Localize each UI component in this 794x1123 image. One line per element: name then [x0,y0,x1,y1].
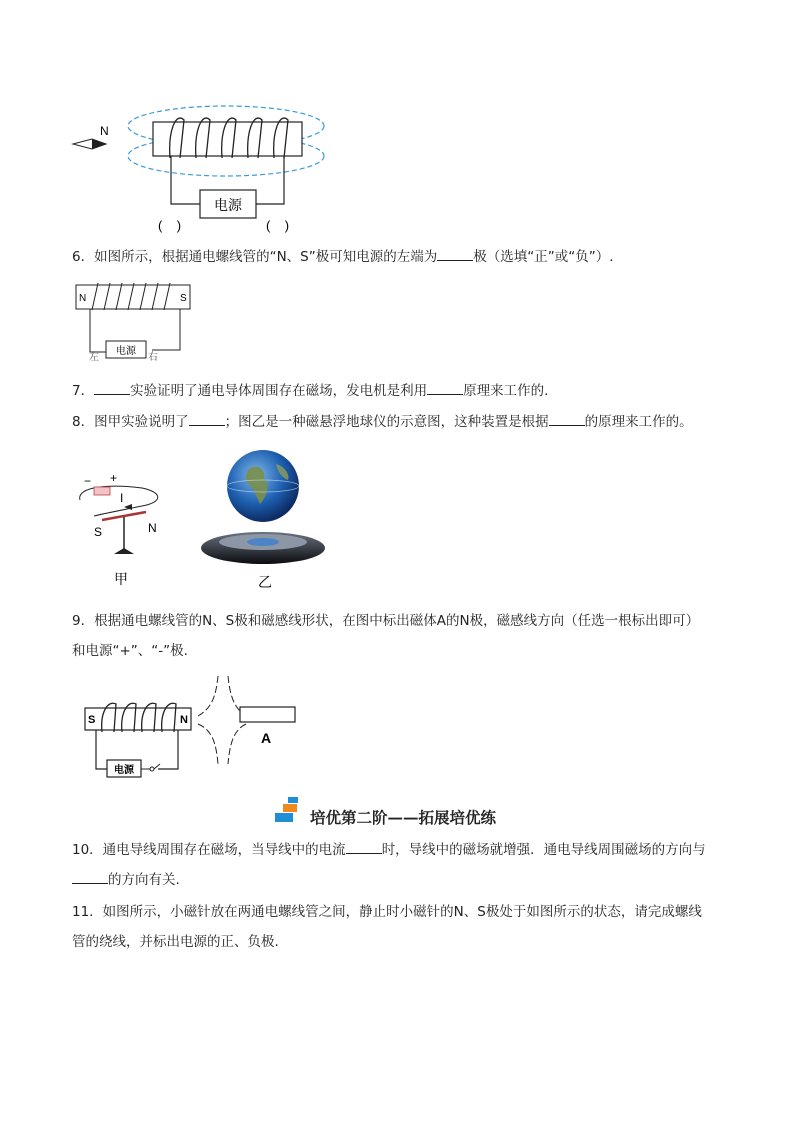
figure-q8-jia [72,470,172,592]
field-lines [198,676,246,764]
question-11-line2: 管的绕线，并标出电源的正、负极. [72,934,279,950]
figure-q8-yi [198,448,328,594]
question-10-line2: 的方向有关. [72,870,180,890]
right-paren: ( ) [266,218,290,233]
solenoid-body [153,122,302,156]
s-label: S [88,714,96,726]
wire-left [90,309,106,352]
question-7: 7． 实验证明了通电导体周围存在磁场，发电机是利用 原理来工作的. [72,383,549,399]
minus-label: − [84,474,92,488]
figure-jia-label: 甲 [114,571,128,587]
answer-blank[interactable] [72,870,108,884]
n-label: N [148,521,157,535]
question-6: 6．如图所示，根据通电螺线管的“N、S”极可知电源的左端为 极（选填“正”或“负”）. [72,249,614,265]
battery-icon [94,487,110,495]
magnet-a-label: A [260,730,272,746]
s-label: S [94,525,103,539]
n-label: N [180,714,188,726]
maglev-base-glow [247,538,279,546]
answer-blank[interactable] [427,381,463,395]
s-label: S [180,293,187,304]
wire-left [96,730,107,769]
question-10-line1: 10．通电导线周围存在磁场，当导线中的电流 时，导线中的磁场就增强．通电导线周围磁场的方向与 [72,842,706,858]
wire-loop [80,486,158,516]
answer-blank[interactable] [94,381,130,395]
plus-label: + [110,471,118,485]
figure-q9-solenoid [80,672,305,780]
wire-right [152,309,180,350]
n-label: N [79,293,87,304]
wire-right [256,156,284,204]
question-9-line1: 9．根据通电螺线管的N、S极和磁感线形状，在图中标出磁体A的N极，磁感线方向（任选一根标出即可） [72,613,700,629]
wire-right [158,730,178,769]
question-11-line1: 11．如图所示，小磁针放在两通电螺线管之间，静止时小磁针的N、S极处于如图所示的状态，请完成螺线 [72,904,702,920]
question-9-line2: 和电源“+”、“-”极. [72,643,188,659]
magnet-a [240,707,295,722]
answer-blank[interactable] [346,840,382,854]
left-paren: ( ) [158,218,182,233]
power-label: 电源 [114,765,134,776]
section-title: 培优第二阶——拓展培优练 [310,808,497,827]
answer-blank[interactable] [437,247,473,261]
compass-needle-icon [73,139,106,149]
current-label: I [120,491,124,505]
section-logo-icon [274,796,308,824]
compass-n-label: N [100,124,109,138]
answer-blank[interactable] [189,412,225,426]
right-label: 右 [148,352,158,362]
stand-base [114,548,134,554]
figure-q6-solenoid [72,280,197,362]
figure-yi-label: 乙 [258,574,272,590]
figure-q5-solenoid [70,100,340,240]
wire-left [171,156,200,204]
power-label: 电源 [116,346,136,357]
left-label: 左 [89,352,99,362]
answer-blank[interactable] [549,412,585,426]
question-8: 8．图甲实验说明了 ；图乙是一种磁悬浮地球仪的示意图，这种装置是根据 的原理来工作的。 [72,414,693,430]
power-label: 电源 [214,197,242,213]
switch-icon [141,764,160,771]
